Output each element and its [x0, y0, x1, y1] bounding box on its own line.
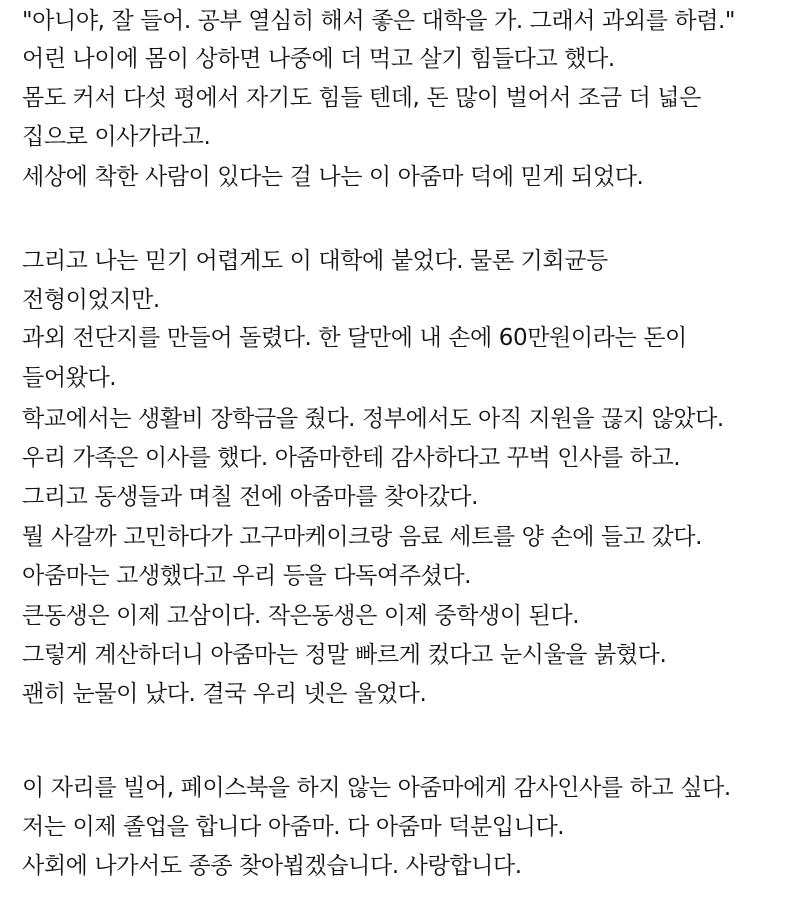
text-line: 사회에 나가서도 종종 찾아뵙겠습니다. 사랑합니다.: [22, 853, 522, 879]
text-line: 과외 전단지를 만들어 돌렸다. 한 달만에 내 손에 60만원이라는 돈이: [22, 325, 687, 351]
text-line: 그리고 동생들과 며칠 전에 아줌마를 찾아갔다.: [22, 484, 479, 510]
text-line: "아니야, 잘 들어. 공부 열심히 해서 좋은 대학을 가. 그래서 과외를 하렴.": [22, 8, 736, 34]
text-line: 이 자리를 빌어, 페이스북을 하지 않는 아줌마에게 감사인사를 하고 싶다.: [22, 775, 731, 801]
text-line: 뭘 사갈까 고민하다가 고구마케이크랑 음료 세트를 양 손에 들고 갔다.: [22, 524, 703, 550]
text-line: 집으로 이사가라고.: [22, 124, 211, 150]
text-line: 어린 나이에 몸이 상하면 나중에 더 먹고 살기 힘들다고 했다.: [22, 46, 615, 72]
text-line: 저는 이제 졸업을 합니다 아줌마. 다 아줌마 덕분입니다.: [22, 814, 565, 840]
text-line: 그렇게 계산하더니 아줌마는 정말 빠르게 컸다고 눈시울을 붉혔다.: [22, 642, 667, 668]
text-line: 아줌마는 고생했다고 우리 등을 다독여주셨다.: [22, 563, 472, 589]
text-line: 큰동생은 이제 고삼이다. 작은동생은 이제 중학생이 된다.: [22, 603, 580, 629]
text-line: 세상에 착한 사람이 있다는 걸 나는 이 아줌마 덕에 믿게 되었다.: [22, 164, 644, 190]
text-line: 그리고 나는 믿기 어렵게도 이 대학에 붙었다. 물론 기회균등: [22, 248, 608, 274]
text-line: 괜히 눈물이 났다. 결국 우리 넷은 울었다.: [22, 681, 427, 707]
text-line: 학교에서는 생활비 장학금을 줬다. 정부에서도 아직 지원을 끊지 않았다.: [22, 406, 724, 432]
text-line: 들어왔다.: [22, 365, 117, 391]
text-line: 전형이었지만.: [22, 287, 160, 313]
text-line: 몸도 커서 다섯 평에서 자기도 힘들 텐데, 돈 많이 벌어서 조금 더 넓은: [22, 85, 701, 111]
text-line: 우리 가족은 이사를 했다. 아줌마한테 감사하다고 꾸벅 인사를 하고.: [22, 445, 681, 471]
